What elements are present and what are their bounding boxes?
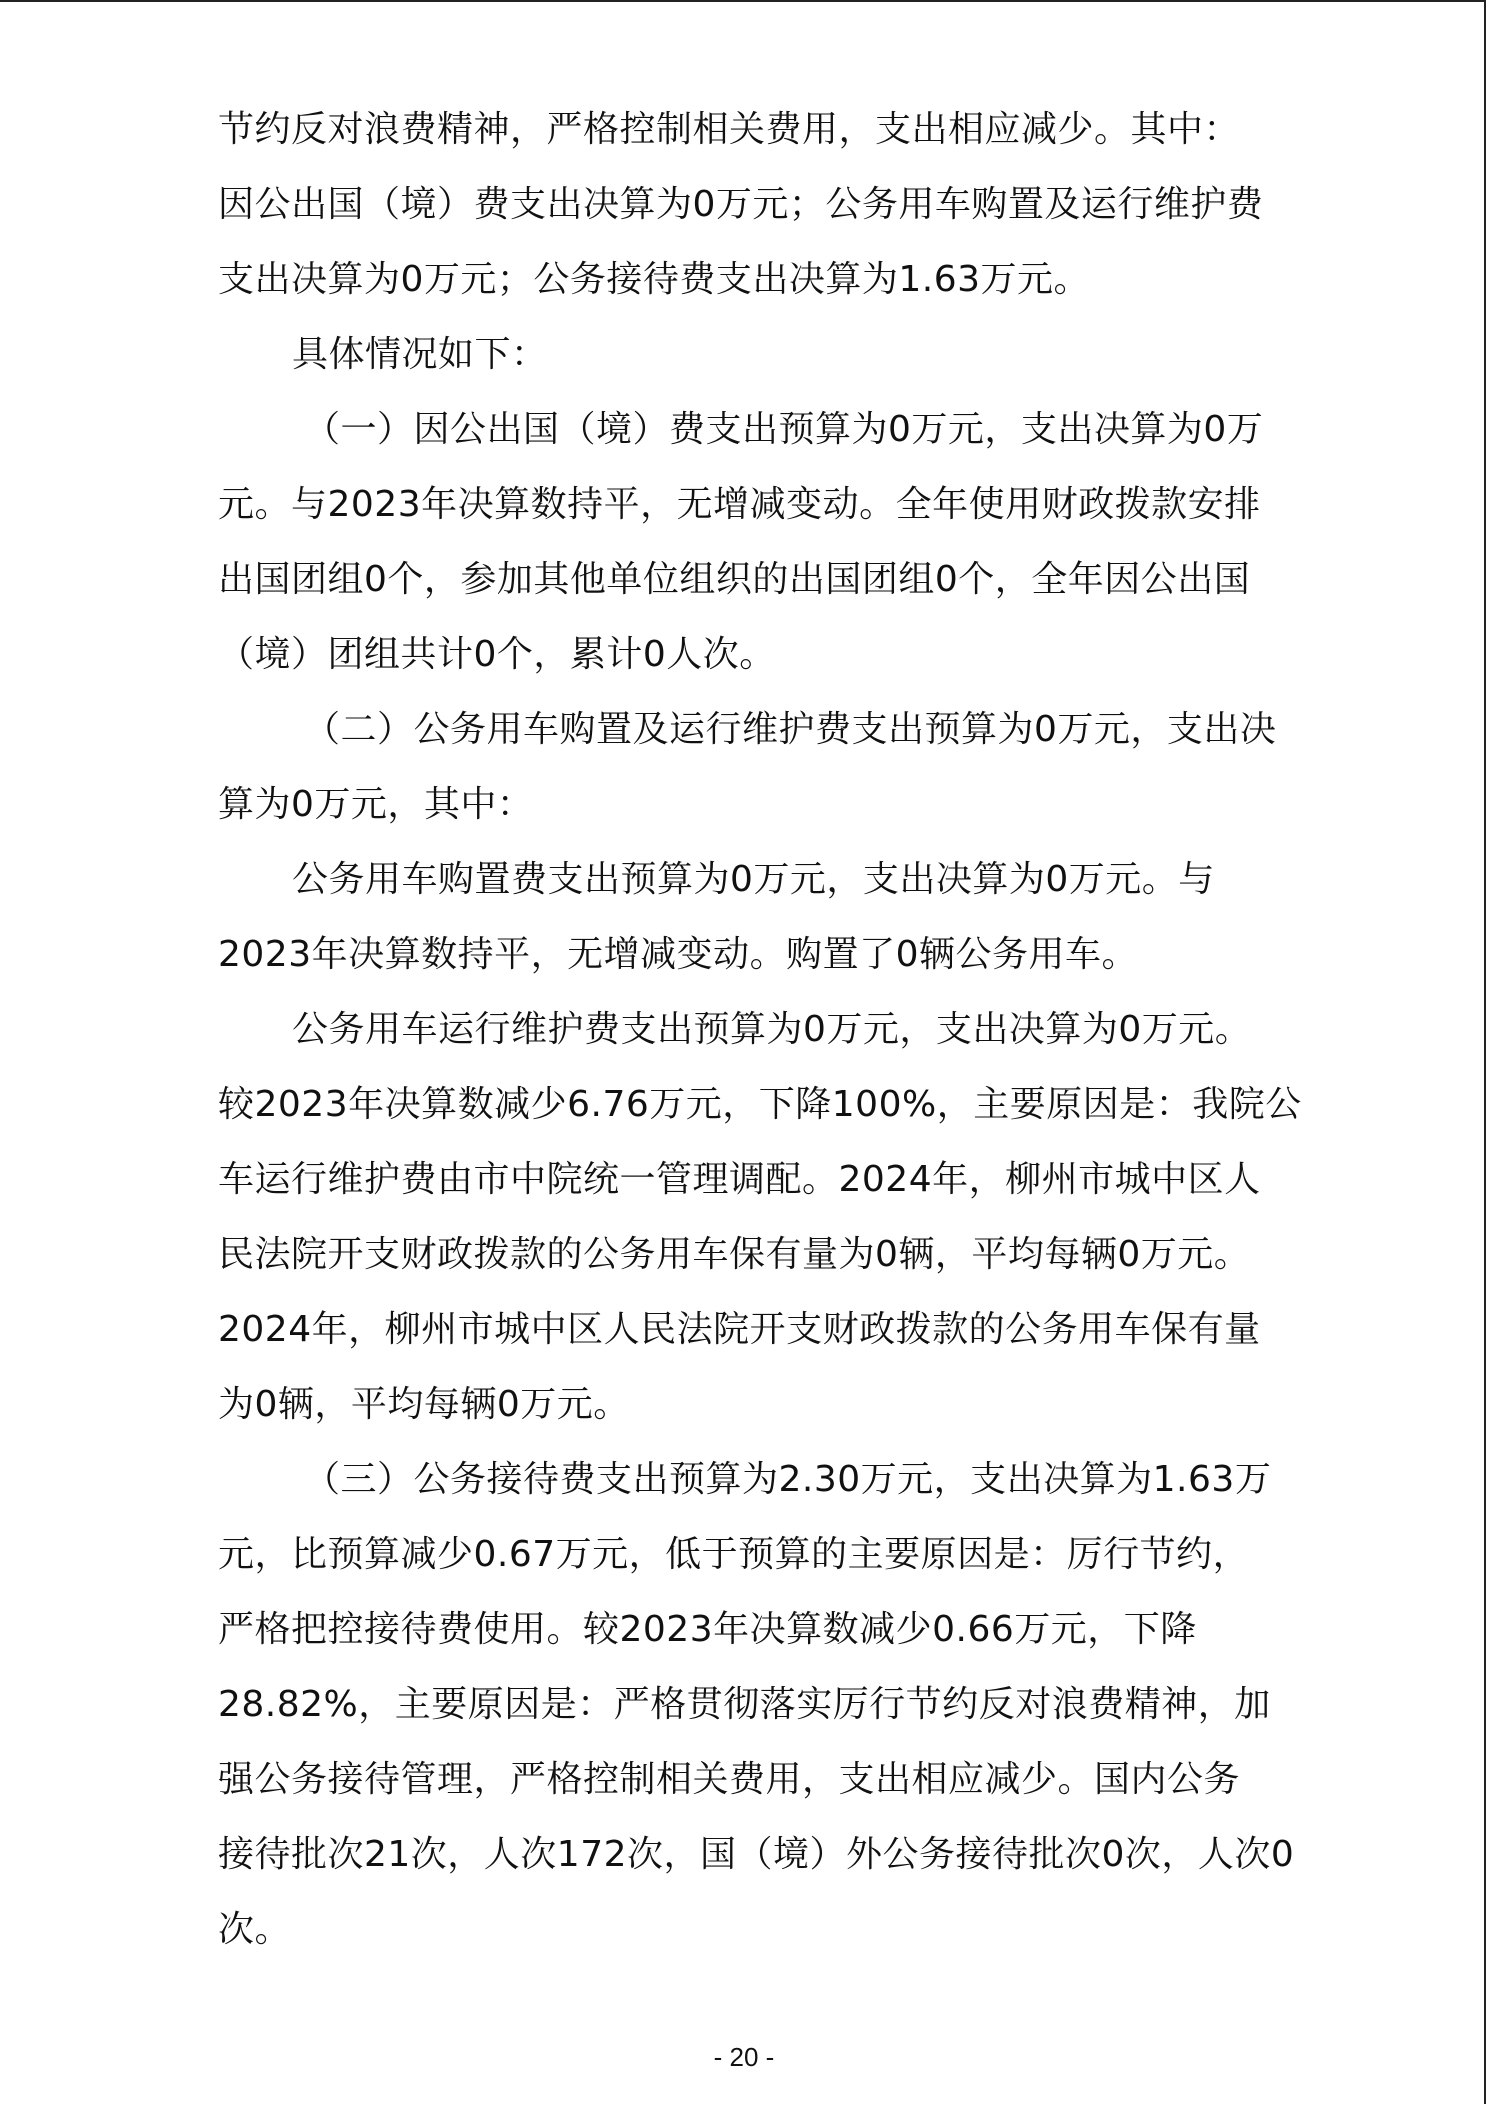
text-line: （境）团组共计0个，累计0人次。	[218, 634, 776, 675]
text-line: 因公出国（境）费支出决算为0万元；公务用车购置及运行维护费	[218, 184, 1264, 225]
text-line: 节约反对浪费精神，严格控制相关费用，支出相应减少。其中：	[218, 109, 1241, 150]
text-line: 公务用车运行维护费支出预算为0万元，支出决算为0万元。	[292, 1009, 1252, 1050]
section-heading-3: （三）公务接待费支出预算为2.30万元，支出决算为1.63万	[304, 1459, 1272, 1500]
document-body	[218, 92, 1302, 1967]
text-line: 出国团组0个，参加其他单位组织的出国团组0个，全年因公出国	[218, 559, 1251, 600]
text-line: 支出决算为0万元；公务接待费支出决算为1.63万元。	[218, 259, 1091, 300]
text-line: 民法院开支财政拨款的公务用车保有量为0辆，平均每辆0万元。	[218, 1234, 1251, 1275]
text-line: 较2023年决算数减少6.76万元，下降100%，主要原因是：我院公	[218, 1084, 1302, 1125]
text-line: 接待批次21次，人次172次，国（境）外公务接待批次0次，人次0	[218, 1834, 1295, 1875]
page-number: - 20 -	[713, 2042, 775, 2072]
text-line: 次。	[218, 1909, 292, 1950]
text-line: 算为0万元，其中：	[218, 784, 534, 825]
section-heading-2: （二）公务用车购置及运行维护费支出预算为0万元，支出决	[304, 709, 1277, 750]
text-line: 强公务接待管理，严格控制相关费用，支出相应减少。国内公务	[218, 1759, 1241, 1800]
text-line: 2024年，柳州市城中区人民法院开支财政拨款的公务用车保有量	[218, 1309, 1261, 1350]
text-line: 28.82%，主要原因是：严格贯彻落实厉行节约反对浪费精神，加	[218, 1684, 1271, 1725]
text-line: 车运行维护费由市中院统一管理调配。2024年，柳州市城中区人	[218, 1159, 1261, 1200]
text-line: 2023年决算数持平，无增减变动。购置了0辆公务用车。	[218, 934, 1139, 975]
text-line: 为0辆，平均每辆0万元。	[218, 1384, 630, 1425]
text-line: 公务用车购置费支出预算为0万元，支出决算为0万元。与	[292, 859, 1215, 900]
text-line: 元。与2023年决算数持平，无增减变动。全年使用财政拨款安排	[218, 484, 1261, 525]
text-line: 具体情况如下：	[292, 334, 548, 375]
text-line: 元，比预算减少0.67万元，低于预算的主要原因是：厉行节约，	[218, 1534, 1250, 1575]
section-heading-1: （一）因公出国（境）费支出预算为0万元，支出决算为0万	[304, 409, 1264, 450]
text-line: 严格把控接待费使用。较2023年决算数减少0.66万元，下降	[218, 1609, 1197, 1650]
